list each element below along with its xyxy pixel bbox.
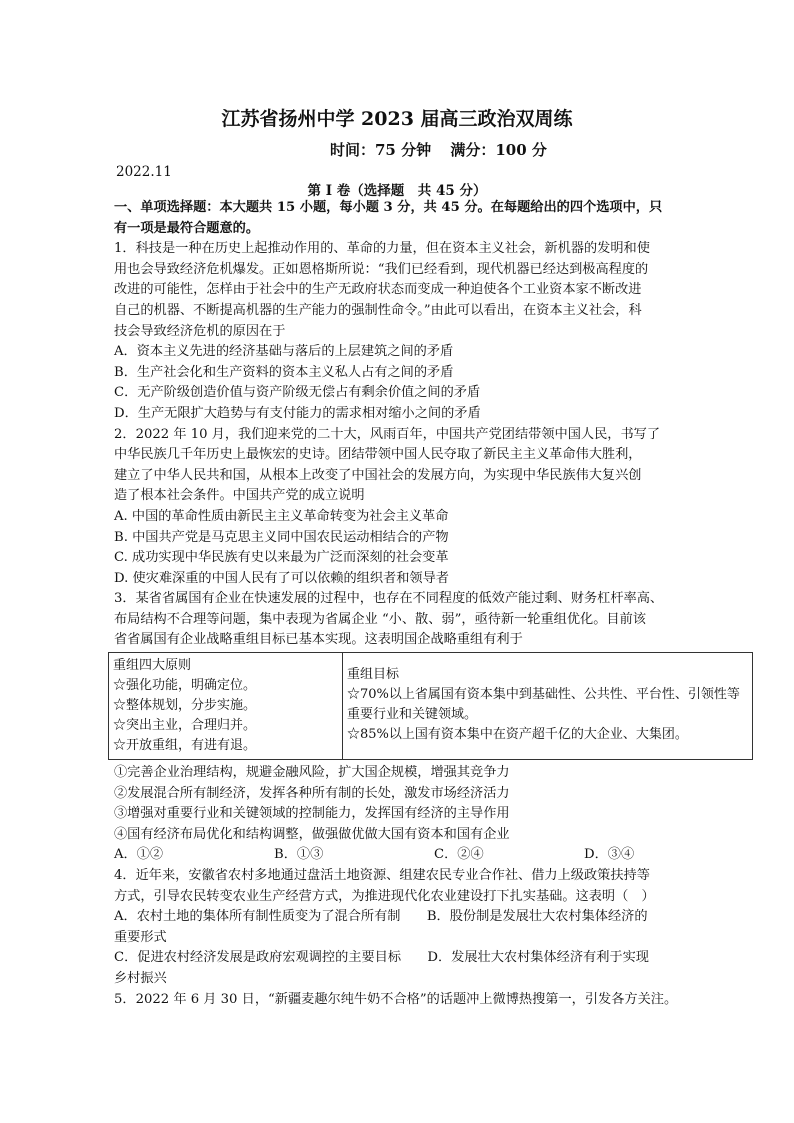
- options-row: [114, 845, 686, 866]
- option-b: B．生产社会化和生产资料的资本主义私人占有之间的矛盾: [114, 364, 454, 380]
- principle-item: ☆强化功能，明确定位。: [113, 678, 257, 694]
- exam-score: 满分：100 分: [450, 141, 547, 159]
- instructions-line: 一、单项选择题：本大题共 15 小题，每小题 3 分，共 45 分。在每题给出的四个选项中，只: [114, 200, 663, 215]
- exam-time: 时间：75 分钟: [330, 141, 432, 159]
- question-line: 3．某省省属国有企业在快速发展的过程中，也存在不同程度的低效产能过剩、财务杠杆率高、: [114, 591, 664, 607]
- question-line: 2．2022 年 10 月，我们迎来党的二十大，风雨百年，中国共产党团结带领中国人民，书写了: [114, 426, 661, 442]
- question-line: 中华民族几千年历史上最恢宏的史诗。团结带领中国人民夺取了新民主主义革命伟大胜利，: [114, 447, 642, 463]
- question-line: 5．2022 年 6 月 30 日，“新疆麦趣尔纯牛奶不合格”的话题冲上微博热搜第一，引发各方关注。: [114, 991, 678, 1007]
- option-c: C. 成功实现中华民族有史以来最为广泛而深刻的社会变革: [114, 550, 449, 566]
- question-line: 布局结构不合理等问题，集中表现为省属企业 “小、散、弱”，亟待新一轮重组优化。目前该: [114, 611, 646, 627]
- question-line: 改进的可能性，怎样由于社会中的生产无政府状态而变成一种迫使各个工业资本家不断改进: [114, 282, 642, 298]
- question-line: 自己的机器、不断提高机器的生产能力的强制性命令。”由此可以看出，在资本主义社会，科: [114, 302, 642, 318]
- option-d: D．生产无限扩大趋势与有支付能力的需求相对缩小之间的矛盾: [114, 405, 481, 421]
- instructions-line: 有一项是最符合题意的。: [114, 220, 260, 236]
- question-line: 建立了中华人民共和国，从根本上改变了中国社会的发展方向，为实现中华民族伟大复兴创: [114, 467, 642, 483]
- exam-title: 江苏省扬州中学 2023 届高三政治双周练: [221, 108, 573, 130]
- statement-3: ③增强对重要行业和关键领域的控制能力，发挥国有经济的主导作用: [114, 806, 510, 822]
- option-line: 乡村振兴: [114, 971, 167, 986]
- question-3: [113, 589, 740, 866]
- question-line: 造了根本社会条件。中国共产党的成立说明: [114, 488, 365, 504]
- option-a: A．①②: [114, 847, 164, 863]
- question-5: [114, 990, 686, 1011]
- question-2: [114, 425, 686, 590]
- question-4: [114, 866, 686, 990]
- principle-item: ☆整体规划，分步实施。: [113, 698, 257, 714]
- option-c: C．②④: [434, 847, 484, 863]
- option-line: 重要形式: [114, 929, 167, 945]
- goal-item: ☆85%以上国有资本集中在资产超千亿的大企业、大集团。: [347, 727, 688, 743]
- goal-item: ☆70%以上省属国有资本集中到基础性、公共性、平台性、引领性等重要行业和关键领域。: [347, 687, 740, 723]
- option-a: A. 中国的革命性质由新民主主义革命转变为社会主义革命: [114, 508, 449, 524]
- question-line: 技会导致经济危机的原因在于: [114, 323, 286, 339]
- question-line: 1．科技是一种在历史上起推动作用的、革命的力量，但在资本主义社会，新机器的发明和使: [114, 241, 650, 257]
- option-b: B．①③: [274, 847, 324, 863]
- option-a: A．资本主义先进的经济基础与落后的上层建筑之间的矛盾: [114, 344, 454, 360]
- exam-date: 2022.11: [116, 164, 172, 180]
- exam-meta: [330, 139, 561, 160]
- statement-1: ①完善企业治理结构，规避金融风险，扩大国企规模，增强其竞争力: [114, 765, 510, 781]
- option-c: C．无产阶级创造价值与资产阶级无偿占有剩余价值之间的矛盾: [114, 385, 481, 401]
- principle-item: ☆突出主业，合理归并。: [113, 718, 257, 734]
- question-1: [114, 239, 686, 424]
- table-row: [109, 653, 753, 760]
- option-line: A．农村土地的集体所有制性质变为了混合所有制 B．股份制是发展壮大农村集体经济的: [114, 909, 648, 925]
- statement-4: ④国有经济布局优化和结构调整，做强做优做大国有资本和国有企业: [114, 826, 510, 842]
- statement-2: ②发展混合所有制经济，发挥各种所有制的长处，激发市场经济活力: [114, 785, 510, 801]
- principles-title: 重组四大原则: [113, 658, 192, 674]
- question-line: 方式，引导农民转变农业生产经营方式，为推进现代化农业建设打下扎实基础。这表明（ ）: [114, 888, 655, 904]
- principles-cell: [109, 653, 343, 760]
- goals-cell: [343, 653, 753, 760]
- option-line: C．促进农村经济发展是政府宏观调控的主要目标 D．发展壮大农村集体经济有利于实现: [114, 950, 649, 966]
- principle-item: ☆开放重组，有进有退。: [113, 738, 257, 754]
- question-line: 用也会导致经济危机爆发。正如恩格斯所说：“我们已经看到，现代机器已经达到极高程度的: [114, 261, 649, 277]
- exam-content: [113, 198, 740, 1010]
- restructuring-table: [108, 652, 753, 760]
- option-d: D．③④: [584, 847, 635, 863]
- section-heading: 第 Ⅰ 卷（选择题 共 45 分）: [307, 183, 487, 199]
- question-line: 4．近年来，安徽省农村多地通过盘活土地资源、组建农民专业合作社、借力上级政策扶持等: [114, 868, 650, 884]
- option-d: D. 使灾难深重的中国人民有了可以依赖的组织者和领导者: [114, 570, 449, 586]
- option-b: B. 中国共产党是马克思主义同中国农民运动相结合的产物: [114, 529, 449, 545]
- question-line: 省省属国有企业战略重组目标已基本实现。这表明国企战略重组有利于: [114, 632, 523, 648]
- goals-title: 重组目标: [347, 667, 400, 683]
